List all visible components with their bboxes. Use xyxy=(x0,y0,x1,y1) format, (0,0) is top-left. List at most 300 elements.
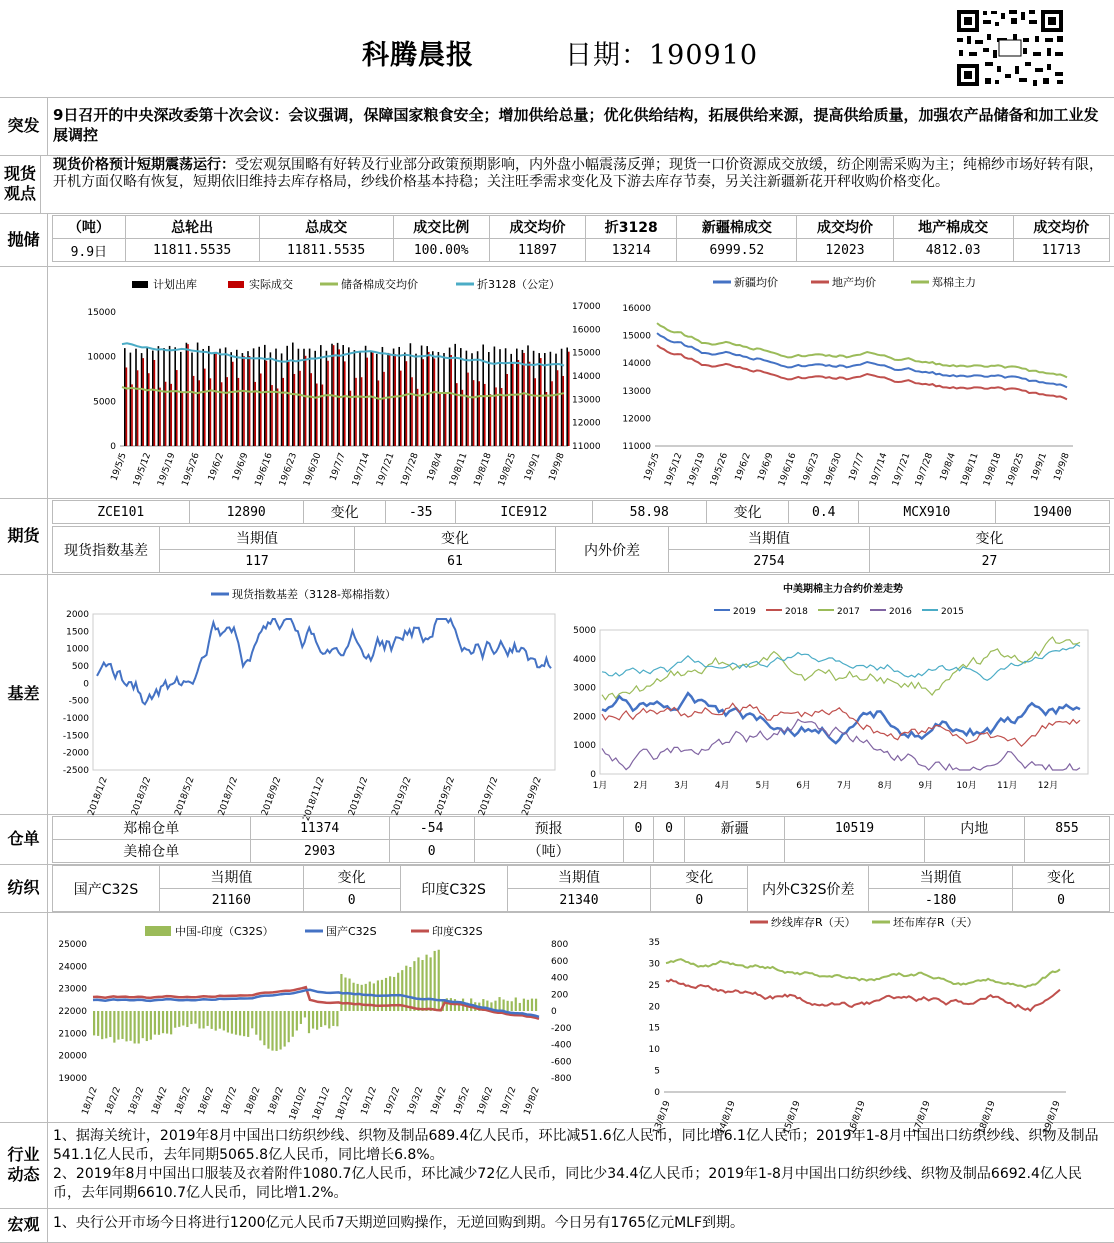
diff-bar xyxy=(288,1011,290,1042)
actual-bar xyxy=(394,354,396,446)
diff-bar xyxy=(405,966,407,1011)
x-tick-label: 19/4/2 xyxy=(429,1085,449,1117)
diff-bar xyxy=(259,1011,261,1040)
diff-bar xyxy=(523,999,525,1011)
x-tick-label: 2018/1/2 xyxy=(86,775,110,818)
x-tick-label: 19/7/28 xyxy=(399,451,421,488)
actual-bar xyxy=(350,391,352,446)
diff-bar xyxy=(267,1011,269,1049)
table-cell: （吨） xyxy=(474,840,623,863)
plan-bar xyxy=(550,352,552,446)
contract-code: ZCE101 xyxy=(53,501,190,524)
diff-bar xyxy=(255,1011,257,1035)
x-tick-label: 19/6/16 xyxy=(253,451,275,488)
y-tick-label: 14000 xyxy=(572,372,601,382)
actual-bar xyxy=(473,380,475,446)
textile-label: 纺织 xyxy=(0,864,48,912)
x-tick-label: 19/5/12 xyxy=(663,451,685,488)
diff-bar xyxy=(413,961,415,1011)
textile-table xyxy=(52,865,1110,912)
cloth-inventory-line xyxy=(666,959,1060,987)
diff-bar xyxy=(336,1011,338,1026)
table-header: 当期值 xyxy=(160,866,304,889)
diff-bar xyxy=(507,1001,509,1011)
table-header: 总成交 xyxy=(259,216,393,239)
table-cell: 21160 xyxy=(160,889,304,912)
y-tick-label: 21000 xyxy=(58,1029,87,1040)
diff-bar xyxy=(361,985,363,1011)
diff-bar xyxy=(531,999,533,1011)
legend-label: 地产均价 xyxy=(832,276,876,289)
x-tick-label: 16/8/19 xyxy=(846,1099,868,1136)
legend-label: 印度C32S xyxy=(432,925,483,938)
plan-bar xyxy=(214,352,216,446)
table-header: 变化 xyxy=(870,527,1110,550)
y-tick-label: 1000 xyxy=(573,741,596,752)
actual-bar xyxy=(215,353,217,446)
plan-bar xyxy=(208,346,210,446)
x-tick-label: 2018/9/2 xyxy=(260,775,284,818)
diff-bar xyxy=(369,982,371,1011)
x-tick-label: 19/7/21 xyxy=(891,451,913,488)
y-tick-label: 16000 xyxy=(572,325,601,336)
table-header: 当期值 xyxy=(869,866,1013,889)
diff-bar xyxy=(211,1011,213,1029)
actual-bar xyxy=(322,385,324,446)
plan-bar xyxy=(376,354,378,446)
table-header: 当期值 xyxy=(160,527,355,550)
plan-bar xyxy=(354,350,356,446)
legend-label: 储备棉成交均价 xyxy=(341,278,418,291)
x-tick-label: 19/2/2 xyxy=(382,1085,403,1117)
x-tick-label: 19/8/11 xyxy=(448,451,470,488)
actual-bar xyxy=(389,353,391,446)
x-tick-label: 2018/11/2 xyxy=(301,775,327,823)
plan-bar xyxy=(303,349,305,446)
table-cell xyxy=(1025,840,1110,863)
diff-bar xyxy=(121,1011,123,1039)
diff-bar xyxy=(296,1011,298,1031)
actual-bar xyxy=(378,380,380,446)
spread-chart xyxy=(568,578,1108,810)
textile-row xyxy=(0,864,1114,913)
plan-bar xyxy=(202,349,204,446)
x-tick-label: 19/9/1 xyxy=(1029,451,1050,483)
x-tick-label: 2019/9/2 xyxy=(520,775,544,818)
change-value: -35 xyxy=(386,501,456,524)
y-tick-label: 25000 xyxy=(58,940,87,950)
actual-bar xyxy=(529,362,531,446)
plan-bar xyxy=(466,351,468,446)
basis-header-row xyxy=(53,527,1110,550)
x-tick-label: 18/6/2 xyxy=(196,1085,217,1117)
y-tick-label: 12000 xyxy=(622,414,651,425)
actual-bar xyxy=(417,389,419,446)
x-tick-label: 19/6/30 xyxy=(822,451,845,488)
table-header: 当期值 xyxy=(507,866,651,889)
plan-bar xyxy=(130,353,132,446)
plan-bar xyxy=(264,345,266,446)
legend-swatch xyxy=(132,281,148,288)
actual-bar xyxy=(518,360,520,446)
x-tick-label: 19/5/5 xyxy=(109,451,129,483)
y-tick-label: 3000 xyxy=(573,683,596,694)
legend-label: 现货指数基差（3128-郑棉指数） xyxy=(232,588,396,601)
y-tick-label: -800 xyxy=(551,1074,572,1084)
x-tick-label: 18/4/2 xyxy=(150,1085,170,1117)
chart-title: 中美期棉主力合约价差走势 xyxy=(783,584,903,595)
x-tick-label: 2018/5/2 xyxy=(173,775,197,818)
plan-bar xyxy=(382,347,384,446)
plan-bar xyxy=(438,352,440,446)
table-cell: -180 xyxy=(869,889,1013,912)
actual-bar xyxy=(137,370,139,446)
table-header: （吨） xyxy=(53,216,126,239)
x-tick-label: 18/11/2 xyxy=(311,1085,333,1122)
warehouse-row-zce xyxy=(53,817,1110,840)
diff-bar xyxy=(174,1011,176,1028)
textile-header-row xyxy=(53,866,1110,889)
legend-label: 中国-印度（C32S） xyxy=(175,925,274,938)
table-header: 成交均价 xyxy=(797,216,893,239)
actual-bar xyxy=(187,344,189,446)
actual-bar xyxy=(462,390,464,446)
plan-bar xyxy=(359,351,361,446)
diff-bar xyxy=(425,955,427,1011)
table-cell: 2903 xyxy=(250,840,389,863)
plan-bar xyxy=(510,354,512,446)
x-tick-label: 19/7/28 xyxy=(913,451,936,488)
x-tick-label: 11月 xyxy=(997,781,1018,791)
y-tick-label: 2000 xyxy=(66,610,89,620)
y-tick-label: 15000 xyxy=(572,348,601,359)
diff-bar xyxy=(348,979,350,1011)
plan-bar xyxy=(555,354,557,446)
diff-bar xyxy=(113,1011,115,1043)
auction-row xyxy=(0,213,1114,267)
diff-bar xyxy=(178,1011,180,1027)
series-2019-line xyxy=(602,693,1080,743)
table-cell: 100.00% xyxy=(393,239,489,262)
industry-row xyxy=(0,1122,1114,1209)
diff-bar xyxy=(134,1011,136,1043)
x-tick-label: 19/8/25 xyxy=(496,451,519,488)
x-tick-label: 2019/1/2 xyxy=(346,775,371,818)
diff-bar xyxy=(284,1011,286,1047)
y-tick-label: 5 xyxy=(654,1066,660,1077)
actual-bar xyxy=(534,378,536,446)
table-cell xyxy=(924,840,1025,863)
x-tick-label: 5月 xyxy=(755,781,771,791)
plan-bar xyxy=(270,352,272,446)
macro-label: 宏观 xyxy=(0,1208,48,1242)
y-tick-label: 13000 xyxy=(622,386,651,397)
x-tick-label: 19/7/7 xyxy=(328,451,348,483)
x-tick-label: 19/6/23 xyxy=(799,451,822,488)
legend-label: 郑棉主力 xyxy=(932,276,976,289)
actual-bar xyxy=(478,381,480,446)
y-tick-label: 13000 xyxy=(572,395,601,406)
actual-bar xyxy=(238,378,240,446)
plan-bar xyxy=(124,348,126,446)
plan-bar xyxy=(443,353,445,446)
plan-bar xyxy=(449,348,451,446)
diff-bar xyxy=(324,1011,326,1025)
actual-bar xyxy=(204,369,206,446)
y-tick-label: 2000 xyxy=(573,712,596,723)
x-tick-label: 18/8/2 xyxy=(243,1085,263,1117)
y-tick-label: -1000 xyxy=(62,714,89,724)
diff-bar xyxy=(430,957,432,1011)
table-cell: 0 xyxy=(651,889,748,912)
y-tick-label: 600 xyxy=(551,956,569,967)
diff-bar xyxy=(215,1011,217,1031)
actual-bar xyxy=(142,358,144,446)
legend-swatch xyxy=(145,926,171,936)
textile-charts-side xyxy=(0,912,48,1122)
y-tick-label: 5000 xyxy=(93,397,116,408)
diff-bar xyxy=(365,984,367,1011)
actual-bar xyxy=(288,362,290,446)
y-tick-label: 1000 xyxy=(66,644,89,655)
diff-bar xyxy=(438,950,440,1011)
change-value: 0.4 xyxy=(789,501,859,524)
y-tick-label: -600 xyxy=(551,1057,572,1068)
industry-item: 1、据海关统计，2019年8月中国出口纺织纱线、织物及制品689.4亿人民币，环比减51.6亿人民币，同比增6.1亿人民币；2019年1-8月中国出口纺织纱线、织物及制品541.1亿人民币，去年同期5065.8亿人民币，同比增长6.8%。 xyxy=(53,1128,1099,1163)
plan-bar xyxy=(477,351,479,446)
x-tick-label: 19/9/1 xyxy=(523,451,543,483)
diff-bar xyxy=(170,1011,172,1034)
contract-price: 58.98 xyxy=(592,501,706,524)
diff-bar xyxy=(251,1011,253,1028)
textile-charts-row xyxy=(0,912,1114,1136)
y-tick-label: 22000 xyxy=(58,1007,87,1017)
x-tick-label: 18/10/2 xyxy=(287,1085,310,1122)
breaking-text: 9日召开的中央深改委第十次会议：会议强调，保障国家粮食安全；增加供给总量；优化供给结构，拓展供给来源，提高供给质量，加强农产品储备和加工业发展调控 xyxy=(53,106,1099,144)
actual-bar xyxy=(484,384,486,446)
table-cell: 印度C32S xyxy=(400,866,507,912)
y-tick-label: 10 xyxy=(648,1045,660,1056)
x-tick-label: 19/5/26 xyxy=(180,451,202,488)
macro-row xyxy=(0,1208,1114,1243)
diff-bar xyxy=(498,997,500,1011)
actual-bar xyxy=(400,371,402,446)
diff-bar xyxy=(198,1011,200,1028)
x-tick-label: 15/8/19 xyxy=(781,1099,803,1136)
plan-bar xyxy=(544,353,546,446)
actual-bar xyxy=(422,359,424,446)
plan-bar xyxy=(163,348,165,446)
y-tick-label: 23000 xyxy=(58,984,87,995)
table-cell: 国产C32S xyxy=(53,866,160,912)
table-header: 地产棉成交 xyxy=(893,216,1013,239)
x-tick-label: 2019/7/2 xyxy=(477,775,501,818)
actual-bar xyxy=(383,372,385,446)
x-tick-label: 19/5/26 xyxy=(708,451,731,488)
actual-bar xyxy=(557,370,559,446)
warehouse-row xyxy=(0,814,1114,865)
actual-bar xyxy=(148,373,150,446)
diff-bar xyxy=(97,1011,99,1036)
table-cell: 内地 xyxy=(924,817,1025,840)
legend-label: 2017 xyxy=(837,607,860,617)
actual-bar xyxy=(243,356,245,446)
x-tick-label: 19/5/5 xyxy=(642,451,662,483)
y-tick-label: -1500 xyxy=(62,731,89,742)
industry-label: 行业动态 xyxy=(0,1122,48,1208)
diff-bar xyxy=(138,1011,140,1044)
diff-bar xyxy=(292,1011,294,1037)
legend-label: 2016 xyxy=(889,607,912,617)
x-tick-label: 19/6/2 xyxy=(733,451,753,483)
actual-bar xyxy=(305,356,307,446)
plot-frame xyxy=(600,630,1088,774)
legend-label: 新疆均价 xyxy=(734,276,778,289)
contract-price: 19400 xyxy=(995,501,1109,524)
plan-bar xyxy=(242,353,244,446)
table-cell: 0 xyxy=(389,840,474,863)
actual-bar xyxy=(344,361,346,446)
x-tick-label: 19/8/2 xyxy=(522,1085,542,1117)
plan-bar xyxy=(135,349,137,446)
diff-bar xyxy=(162,1011,164,1033)
table-header: 成交均价 xyxy=(1013,216,1109,239)
x-tick-label: 13/8/19 xyxy=(651,1099,673,1136)
plan-bar xyxy=(146,347,148,446)
diff-bar xyxy=(93,1011,95,1035)
table-header: 折3128 xyxy=(586,216,677,239)
table-cell: 预报 xyxy=(474,817,623,840)
diff-bar xyxy=(519,1003,521,1011)
actual-bar xyxy=(445,394,447,446)
plan-bar xyxy=(258,347,260,446)
industry-text xyxy=(53,1127,1106,1203)
diff-bar xyxy=(320,1011,322,1027)
table-cell: 11713 xyxy=(1013,239,1109,262)
breaking-row xyxy=(0,97,1114,156)
plan-bar xyxy=(561,349,563,446)
table-cell: 10519 xyxy=(785,817,924,840)
diff-bar xyxy=(101,1011,103,1039)
y-tick-label: 0 xyxy=(110,442,116,452)
x-tick-label: 18/7/2 xyxy=(220,1085,240,1117)
basis-line xyxy=(97,619,551,704)
contract-price: 12890 xyxy=(189,501,303,524)
plan-bar xyxy=(225,347,227,446)
legend-label: 2019 xyxy=(733,607,756,617)
diff-bar xyxy=(503,1000,505,1011)
auction-charts-row xyxy=(0,266,1114,499)
diff-bar xyxy=(304,1011,306,1017)
plan-bar xyxy=(180,352,182,446)
plan-bar xyxy=(365,346,367,446)
x-tick-label: 19/8/19 xyxy=(1041,1099,1063,1136)
actual-bar xyxy=(546,392,548,446)
table-cell: -54 xyxy=(389,817,474,840)
x-tick-label: 19/6/2 xyxy=(475,1085,496,1117)
actual-bar xyxy=(260,373,262,446)
x-tick-label: 2018/7/2 xyxy=(216,775,241,818)
diff-bar xyxy=(332,1011,334,1026)
legend-swatch xyxy=(228,281,244,288)
table-cell xyxy=(684,840,785,863)
xinjiang-price-line xyxy=(657,333,1067,387)
basis-row xyxy=(0,574,1114,823)
plan-bar xyxy=(281,353,283,446)
textile-value-row xyxy=(53,889,1110,912)
diff-bar xyxy=(227,1011,229,1032)
diff-bar xyxy=(105,1011,107,1038)
legend-label: 实际成交 xyxy=(249,278,293,291)
table-header: 变化 xyxy=(355,527,556,550)
diff-bar xyxy=(243,1011,245,1036)
futures-row xyxy=(0,498,1114,575)
series-2016-line xyxy=(602,719,1080,770)
warehouse-table xyxy=(52,816,1110,863)
actual-bar xyxy=(366,358,368,446)
x-tick-label: 19/8/4 xyxy=(938,451,958,483)
plan-bar xyxy=(152,351,154,446)
x-tick-label: 10月 xyxy=(956,781,977,791)
y-tick-label: 1500 xyxy=(66,627,89,638)
x-tick-label: 19/6/23 xyxy=(277,451,300,488)
actual-bar xyxy=(372,353,374,446)
y-tick-label: 25 xyxy=(648,980,660,991)
y-tick-label: 24000 xyxy=(58,962,87,973)
legend-label: 2018 xyxy=(785,607,808,617)
plan-bar xyxy=(169,346,171,446)
x-tick-label: 19/7/14 xyxy=(350,451,373,488)
diff-bar xyxy=(511,1001,513,1011)
y-tick-label: 15000 xyxy=(87,308,116,318)
x-tick-label: 19/6/16 xyxy=(777,451,799,488)
plan-bar xyxy=(186,343,188,446)
report-header xyxy=(0,0,1114,98)
inventory-chart xyxy=(640,916,1090,1136)
y-tick-label: 14000 xyxy=(622,359,651,370)
legend-label: 折3128（公定） xyxy=(477,278,560,291)
x-tick-label: 2019/5/2 xyxy=(433,775,458,818)
actual-bar xyxy=(232,362,234,446)
y-tick-label: 200 xyxy=(551,990,569,1001)
diff-bar xyxy=(223,1011,225,1030)
actual-bar xyxy=(439,393,441,446)
table-cell: 117 xyxy=(160,550,355,573)
diff-bar xyxy=(308,1011,310,1033)
x-tick-label: 19/7/2 xyxy=(499,1085,519,1117)
actual-bar xyxy=(316,384,318,446)
y-tick-label: 400 xyxy=(551,973,569,984)
x-tick-label: 18/3/2 xyxy=(127,1085,147,1117)
actual-bar xyxy=(428,352,430,446)
actual-bar xyxy=(434,358,436,446)
x-tick-label: 18/9/2 xyxy=(266,1085,286,1117)
diff-bar xyxy=(231,1011,233,1034)
actual-bar xyxy=(568,352,570,446)
plan-bar xyxy=(158,346,160,446)
x-tick-label: 19/5/12 xyxy=(131,451,154,488)
legend-label: 计划出库 xyxy=(153,278,197,291)
x-tick-label: 3月 xyxy=(674,781,689,791)
warehouse-row-us xyxy=(53,840,1110,863)
plan-bar xyxy=(236,350,238,446)
legend-label: 国产C32S xyxy=(326,925,377,938)
diff-bar xyxy=(417,957,419,1011)
auction-value-row xyxy=(53,239,1110,262)
diff-bar xyxy=(275,1011,277,1051)
x-tick-label: 6月 xyxy=(796,781,812,791)
contract-code: MCX910 xyxy=(859,501,996,524)
